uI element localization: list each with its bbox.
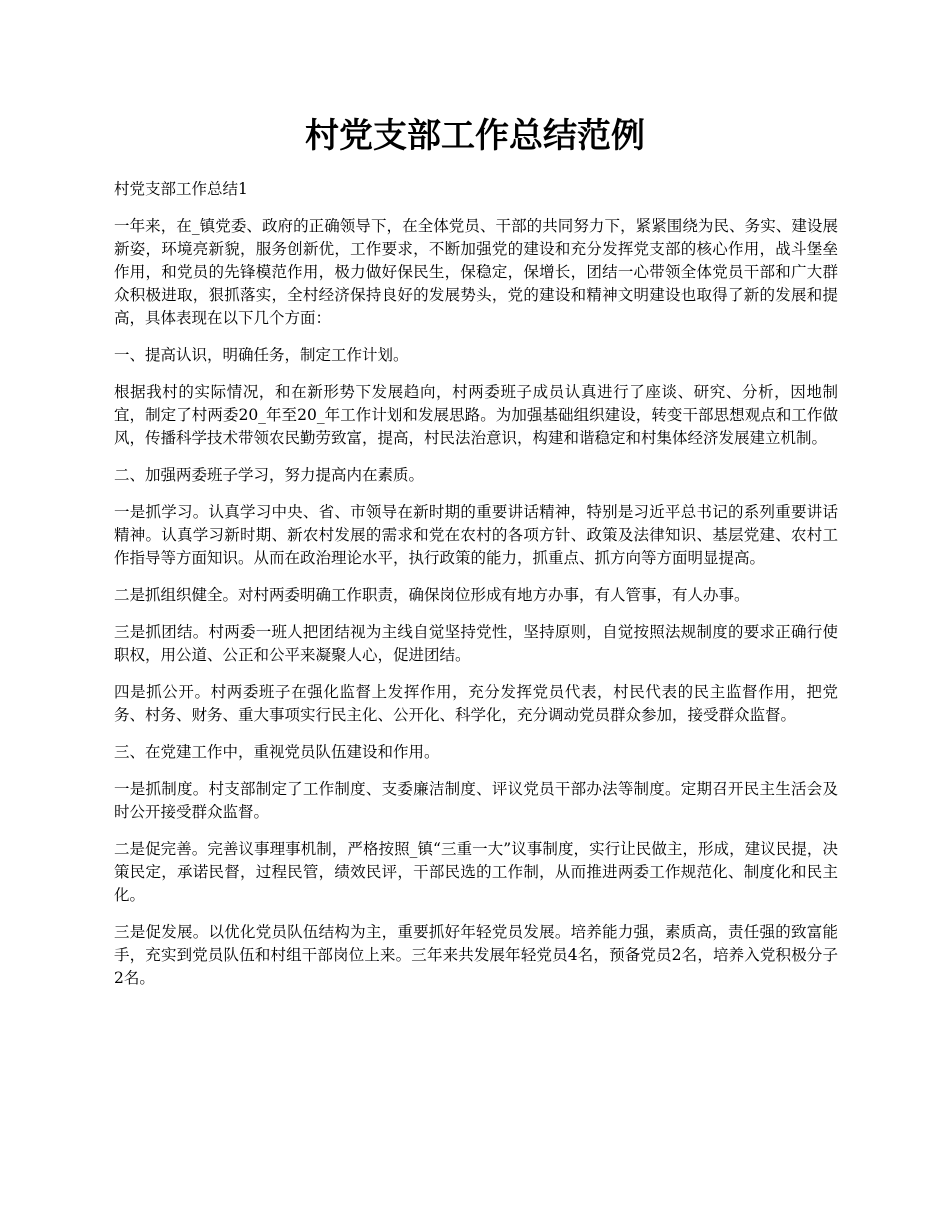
section-heading-1: 一、提高认识，明确任务，制定工作计划。 [114, 346, 409, 364]
paragraph: 二是促完善。完善议事理事机制，严格按照_镇“三重一大”议事制度，实行让民做主，形成，建议民提，决策民定，承诺民督，过程民管，绩效民评，干部民选的工作制，从而推进两委工作规范化、制度化和民主化。 [114, 840, 838, 904]
paragraph: 三是促发展。以优化党员队伍结构为主，重要抓好年轻党员发展。培养能力强，素质高，责任强的致富能手，充实到党员队伍和村组干部岗位上来。三年来共发展年轻党员4名，预备党员2名，培养入党积极分子2名。 [114, 923, 838, 987]
section-heading-2: 二、加强两委班子学习，努力提高内在素质。 [114, 466, 425, 484]
intro-paragraph: 一年来，在_镇党委、政府的正确领导下，在全体党员、干部的共同努力下，紧紧围绕为民、务实、建设展新姿，环境亮新貌，服务创新优，工作要求，不断加强党的建设和充分发挥党支部的核心作用，战斗堡垒作用，和党员的先锋模范作用，极力做好保民生，保稳定，保增长，团结一心带领全体党员干部和广大群众积极进取，狠抓落实，全村经济保持良好的发展势头，党的建设和精神文明建设也取得了新的发展和提高，具体表现在以下几个方面： [114, 217, 838, 327]
section-heading-3: 三、在党建工作中，重视党员队伍建设和作用。 [114, 743, 440, 761]
paragraph: 一是抓学习。认真学习中央、省、市领导在新时期的重要讲话精神，特别是习近平总书记的系列重要讲话精神。认真学习新时期、新农村发展的需求和党在农村的各项方针、政策及法律知识、基层党建、农村工作指导等方面知识。从而在政治理论水平，执行政策的能力，抓重点、抓方向等方面明显提高。 [114, 503, 838, 567]
paragraph: 根据我村的实际情况，和在新形势下发展趋向，村两委班子成员认真进行了座谈、研究、分析，因地制宜，制定了村两委20_年至20_年工作计划和发展思路。为加强基础组织建设，转变干部思想观点和工作做风，传播科学技术带领农民勤劳致富，提高，村民法治意识，构建和谐稳定和村集体经济发展建立机制。 [114, 383, 838, 447]
paragraph: 二是抓组织健全。对村两委明确工作职责，确保岗位形成有地方办事，有人管事，有人办事。 [114, 586, 750, 604]
document-title: 村党支部工作总结范例 [305, 116, 645, 156]
paragraph: 三是抓团结。村两委一班人把团结视为主线自觉坚持党性，坚持原则，自觉按照法规制度的要求正确行使职权，用公道、公正和公平来凝聚人心，促进团结。 [114, 623, 838, 664]
section-subtitle: 村党支部工作总结1 [114, 180, 248, 198]
document-body [114, 178, 838, 1004]
paragraph: 四是抓公开。村两委班子在强化监督上发挥作用，充分发挥党员代表，村民代表的民主监督作用，把党务、村务、财务、重大事项实行民主化、公开化、科学化，充分调动党员群众参加，接受群众监督。 [114, 683, 838, 724]
paragraph: 一是抓制度。村支部制定了工作制度、支委廉洁制度、评议党员干部办法等制度。定期召开民主生活会及时公开接受群众监督。 [114, 780, 838, 821]
